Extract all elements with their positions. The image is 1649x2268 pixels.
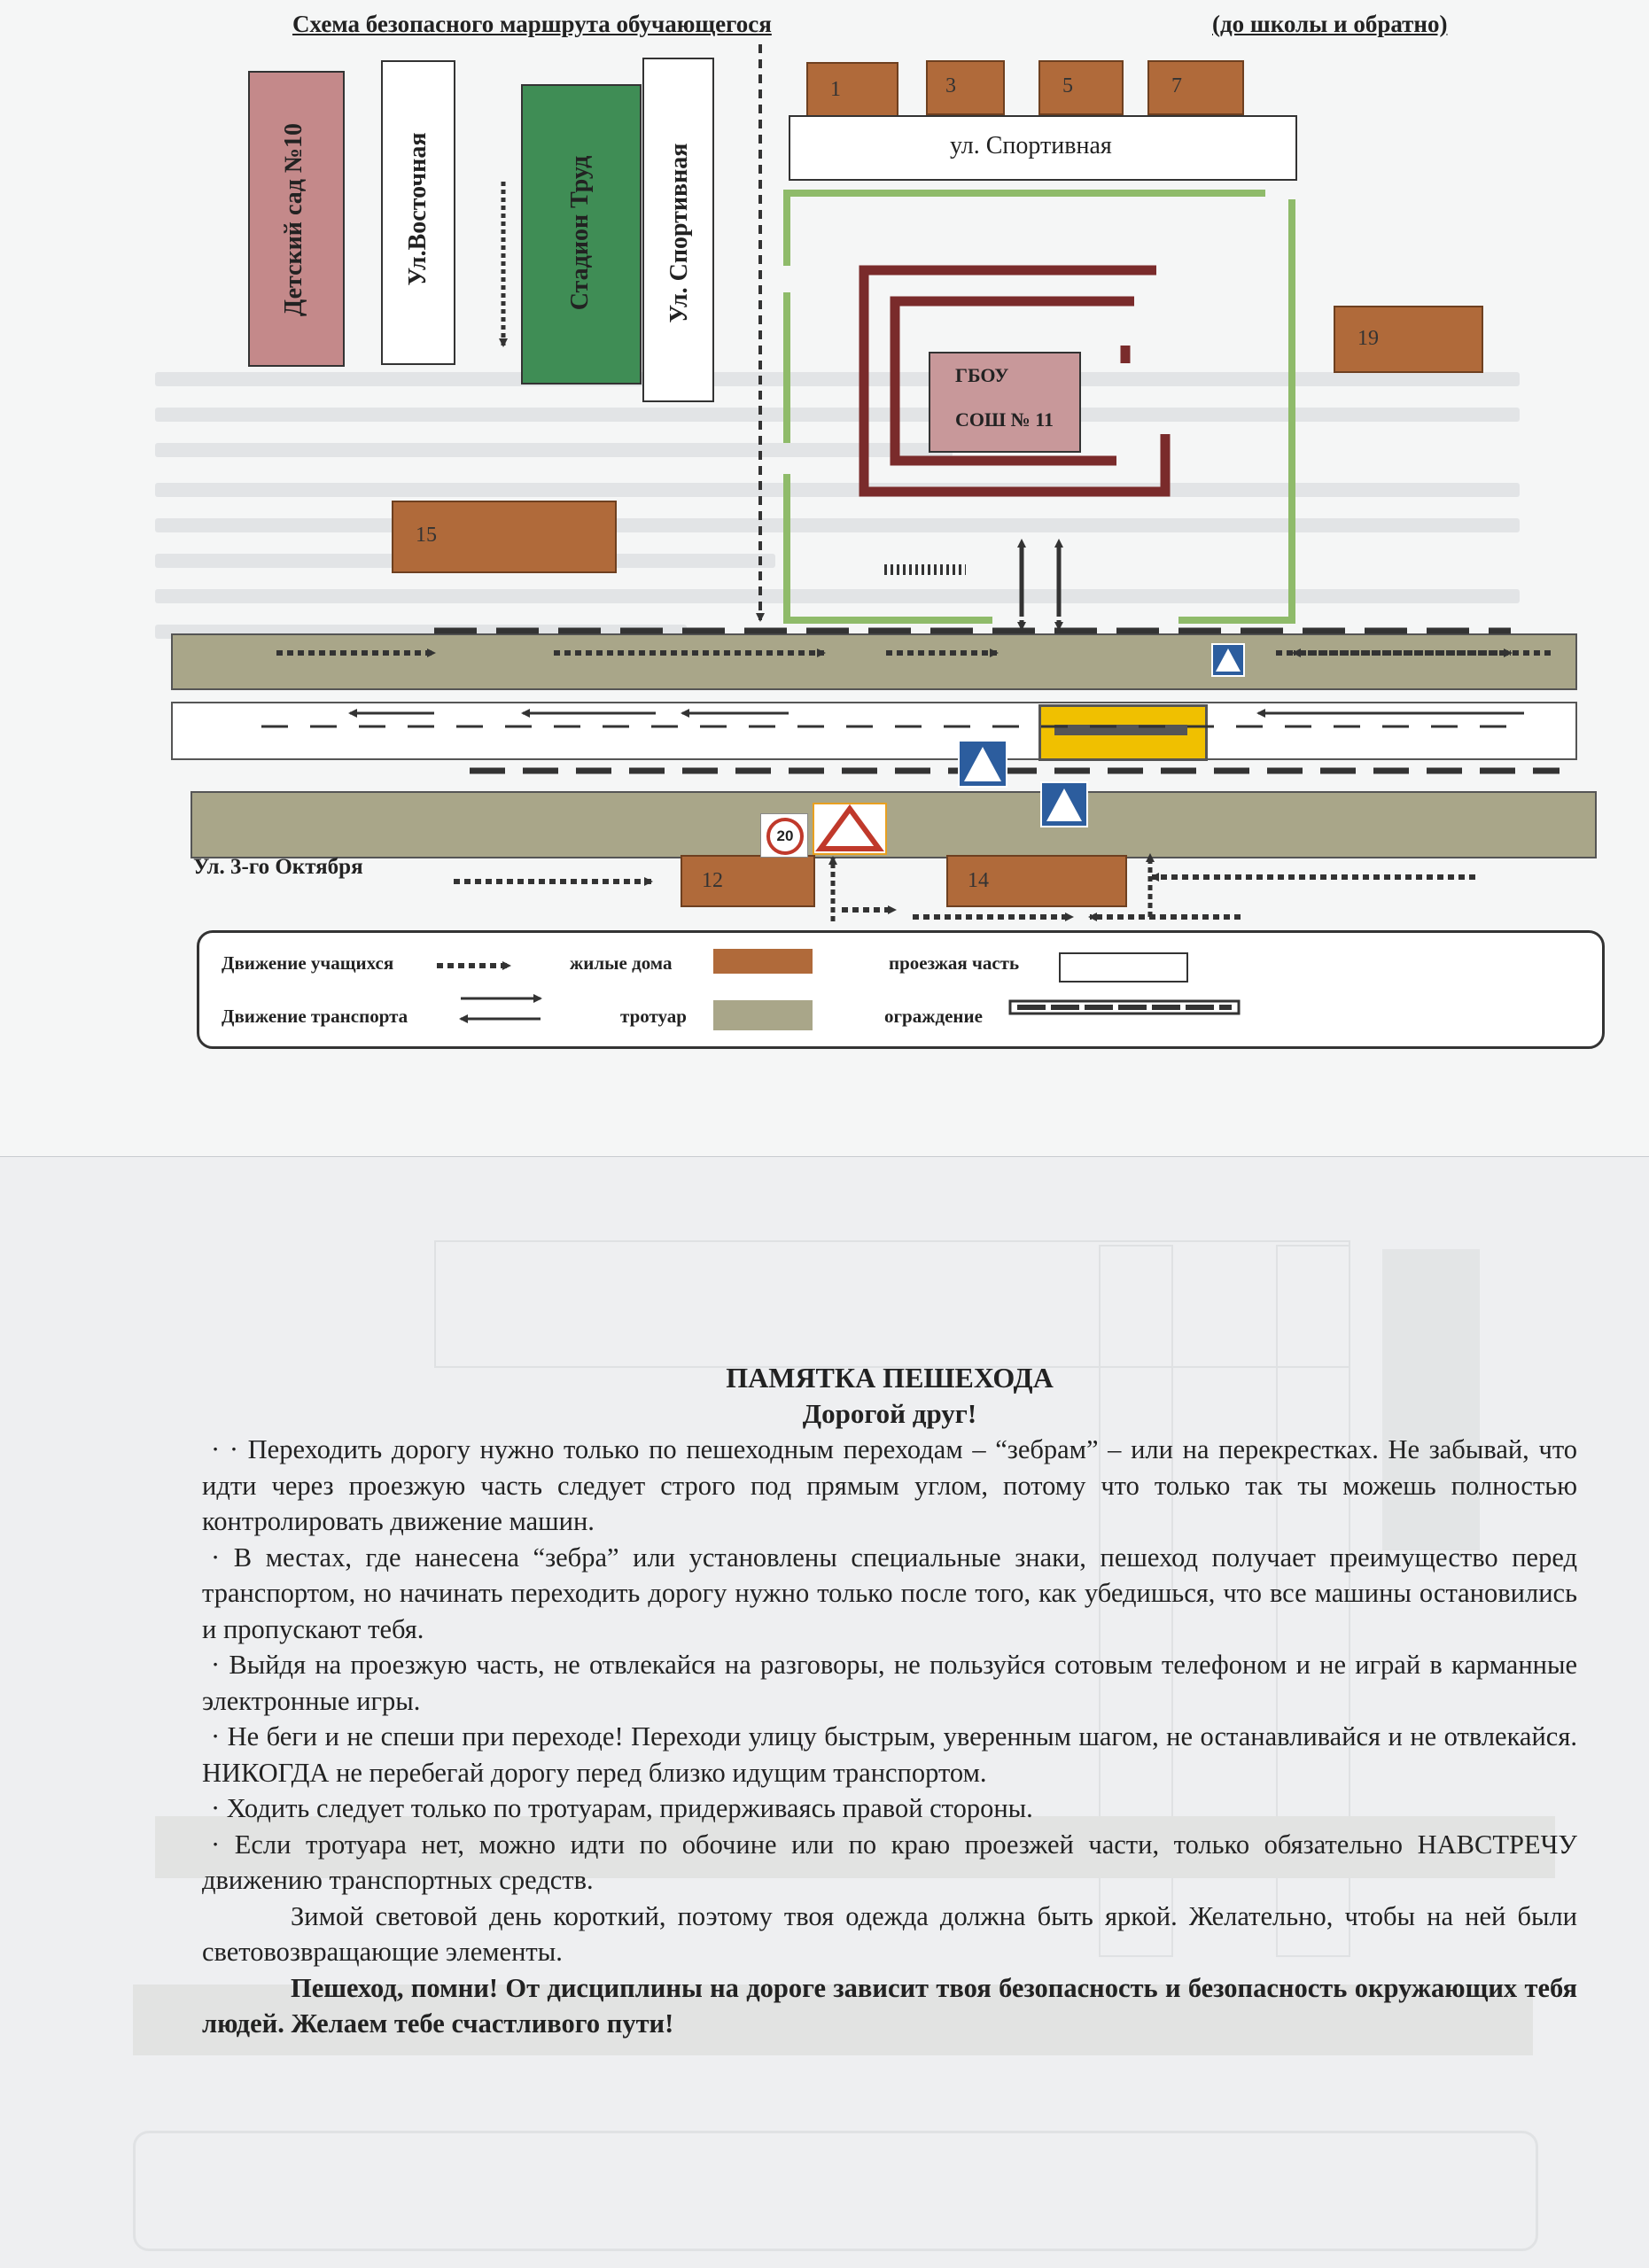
memo-paragraph: · Не беги и не спеши при переходе! Переходи улицу быстрым, уверенным шагом, не останавливайся и не отвлекайся. НИКОГДА не перебегай дорогу перед близко идущим транспортом. <box>202 1721 1577 1788</box>
memo-paragraph: · Ходить следует только по тротуарам, придерживаясь правой стороны. <box>211 1793 1033 1823</box>
house-7: 7 <box>1147 60 1244 115</box>
south-student-arrows <box>454 877 1475 917</box>
house-5: 5 <box>1038 60 1124 115</box>
memo-closing: Пешеход, помни! От дисциплины на дороге зависит твоя безопасность и безопасность окружающих тебя людей. Желаем тебе счастливого пути! <box>202 1972 1577 2039</box>
legend-sidewalk-label: тротуар <box>620 1006 687 1027</box>
stadium-label: Стадион Труд <box>566 155 594 311</box>
house-12: 12 <box>681 855 815 907</box>
house-19: 19 <box>1334 306 1483 373</box>
house-14: 14 <box>946 855 1127 907</box>
house-3: 3 <box>926 60 1005 115</box>
house-1: 1 <box>806 62 898 117</box>
street-oktyabrya-label: Ул. 3-го Октября <box>193 855 363 879</box>
street-sportivnaya-horizontal-label: ул. Спортивная <box>950 132 1112 159</box>
house-15: 15 <box>392 501 617 573</box>
school-label-line1: ГБОУ <box>955 364 1009 386</box>
legend-students-label: Движение учащихся <box>222 952 394 974</box>
memo-paragraph: · Если тротуара нет, можно идти по обочине или по краю проезжей части, только обязательно НАВСТРЕЧУ движению транспортных средств. <box>202 1829 1577 1895</box>
memo-paragraph: · · Переходить дорогу нужно только по пешеходным переходам – “зебрам” – или на перекрестках. Не забывай, что идти через проезжую часть следует строго под прямым углом, потому что только так ты можешь полностью контролировать движение машин. <box>202 1434 1577 1536</box>
scheme-title: Схема безопасного маршрута обучающегося <box>292 11 772 37</box>
crosswalk-signs <box>959 644 1244 827</box>
memo-paragraph: · В местах, где нанесена “зебра” или установлены специальные знаки, пешеход получает преимущество перед транспортом, но начинать переходить дорогу нужно только после того, как убедишься, что все машины остановились и пропускают тебя. <box>202 1542 1577 1644</box>
memo-title: ПАМЯТКА ПЕШЕХОДА <box>726 1362 1054 1394</box>
school-fence <box>864 270 1165 492</box>
legend-fence-label: ограждение <box>884 1006 983 1027</box>
legend-roadway-label: проезжая часть <box>889 952 1020 974</box>
school-label-line2: СОШ № 11 <box>955 408 1054 431</box>
memo-paragraph: · Выйдя на проезжую часть, не отвлекайся на разговоры, не пользуйся сотовым телефоном и не играй в карманные электронные игры. <box>202 1650 1577 1716</box>
speed-limit-value: 20 <box>766 818 804 855</box>
legend-transport-label: Движение транспорта <box>222 1006 408 1027</box>
children-warning-sign <box>813 804 886 854</box>
street-vostochnaya-label: Ул.Восточная <box>404 132 432 286</box>
memo-greeting: Дорогой друг! <box>802 1397 977 1429</box>
kindergarten-label: Детский сад №10 <box>280 122 307 317</box>
street-sportivnaya-vertical-label: Ул. Спортивная <box>665 143 693 323</box>
pedestrian-memo <box>202 1360 1577 2042</box>
scheme-title-suffix: (до школы и обратно) <box>1212 11 1448 37</box>
legend-houses-label: жилые дома <box>570 952 673 974</box>
memo-paragraph: Зимой световой день короткий, поэтому твоя одежда должна быть яркой. Желательно, чтобы на ней были световозвращающие элементы. <box>202 1900 1577 1967</box>
